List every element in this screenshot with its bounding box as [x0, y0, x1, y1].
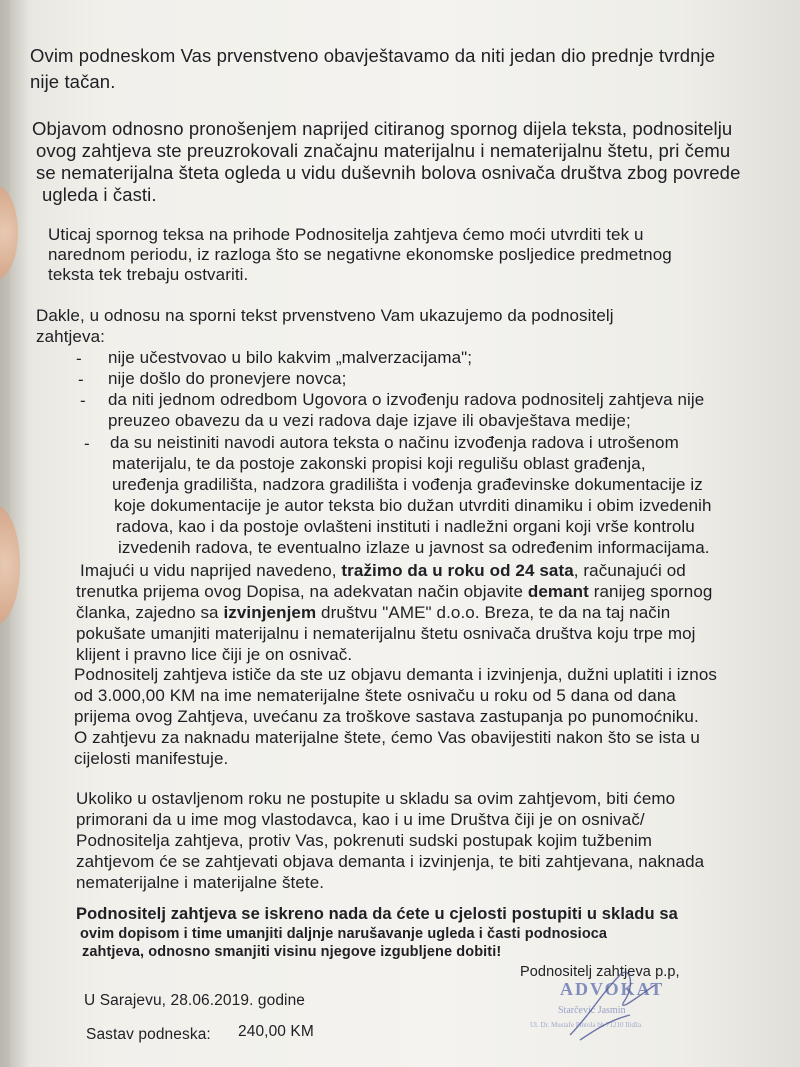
stamp-title: ADVOKAT — [560, 979, 665, 999]
compensation-line: Podnositelj zahtjeva ističe da ste uz objavu demanta i izvinjenja, dužni uplatiti i iznos — [74, 665, 717, 684]
lawsuit-line: nematerijalne i materijalne štete. — [76, 873, 325, 892]
signature-label: Podnositelj zahtjeva p.p, — [520, 964, 680, 980]
demand-deadline: tražimo da u roku od 24 sata — [341, 561, 574, 580]
closing-line: ovim dopisom i time umanjiti daljnje narušavanje ugleda i časti podnosioca — [80, 926, 608, 942]
fee-label: Sastav podneska: — [86, 1026, 211, 1043]
demand-demant: demant — [527, 582, 589, 601]
bullet-dash: - — [80, 391, 86, 410]
point-item: materijalu, te da postoje zakonski propisi koji regulišu oblast građenja, — [112, 454, 646, 473]
compensation-line: O zahtjevu za naknadu materijalne štete, ćemo Vas obavijestiti nakon što se ista u — [74, 728, 700, 747]
point-item: koje dokumentacije je autor teksta bio dužan utvrditi dinamiku i obim izvedenih — [114, 496, 712, 515]
bullet-dash: - — [84, 434, 90, 453]
intro-line: nije tačan. — [30, 71, 116, 92]
bullet-dash: - — [78, 370, 84, 389]
lawsuit-line: primorani da u ime mog vlastodavca, kao i u ime Društva čiji je on osnivač/ — [76, 810, 645, 829]
impact-line: narednom periodu, iz razloga što se negativne ekonomske posljedice predmetnog — [48, 245, 672, 264]
point-item: da niti jednom odredbom Ugovora o izvođenju radova podnositelj zahtjeva nije — [108, 390, 705, 409]
demand-line: klijent i pravno lice čiji je on osnivač. — [76, 645, 353, 664]
demand-line — [76, 602, 670, 624]
demand-line — [76, 581, 712, 603]
bullet-dash: - — [76, 349, 82, 368]
compensation-line: cijelosti manifestuje. — [74, 749, 229, 768]
compensation-line: od 3.000,00 KM na ime nematerijalne štete osnivaču u roku od 5 dana od dana — [74, 686, 676, 705]
point-item: da su neistiniti navodi autora teksta o načinu izvođenja radova i utrošenom — [110, 433, 679, 452]
intro-line: Ovim podneskom Vas prvenstveno obavještavamo da niti jedan dio prednje tvrdnje — [30, 45, 716, 66]
point-item: radova, kao i da postoje ovlašteni instituti i nadležni organi koji vrše kontrolu — [116, 517, 695, 536]
point-item: izvedenih radova, te eventualno izlaze u javnost sa određenim informacijama. — [118, 538, 710, 557]
demand-line: pokušate umanjiti materijalnu i nematerijalnu štetu osnivača društva koju trpe moj — [76, 624, 696, 643]
demand-text: društvu "AME" d.o.o. Breza, te da na taj način — [316, 603, 671, 622]
lawsuit-line: Podnositelja zahtjeva, protiv Vas, pokrenuti sudski postupak kojim tužbenim — [76, 831, 653, 850]
impact-line: Uticaj spornog teksa na prihode Podnositelja zahtjeva ćemo moći utvrditi tek u — [48, 225, 644, 244]
demand-text: članka, zajedno sa — [76, 603, 224, 622]
compensation-line: prijema ovog Zahtjeva, uvećanu za troškove sastava zastupanja po punomoćniku. — [74, 707, 699, 726]
signature-scribble — [560, 955, 680, 1045]
point-item: uređenja gradilišta, nadzora gradilišta i vođenja građevinske dokumentacije iz — [112, 475, 703, 494]
lawsuit-line: Ukoliko u ostavljenom roku ne postupite u skladu sa ovim zahtjevom, biti ćemo — [76, 789, 676, 808]
demand-text: trenutka prijema ovog Dopisa, na adekvatan način objavite — [76, 582, 528, 601]
demand-line — [80, 560, 686, 582]
demand-apology: izvinjenjem — [223, 603, 317, 622]
demand-text: Imajući u vidu naprijed navedeno, — [80, 561, 342, 580]
stamp-address: Ul. Dr. Mustafe Pintola bb 71210 Ilidža — [530, 1021, 642, 1029]
damage-line: ugleda i časti. — [42, 184, 157, 205]
demand-text: ranijeg spornog — [588, 582, 713, 601]
point-item: nije došlo do pronevjere novca; — [108, 369, 347, 388]
place-date: U Sarajevu, 28.06.2019. godine — [84, 992, 306, 1009]
points-intro: zahtjeva: — [36, 327, 105, 346]
point-item: nije učestvovao u bilo kakvim „malverzacijama"; — [108, 348, 473, 367]
damage-line: se nematerijalna šteta ogleda u vidu duševnih bolova osnivača društva zbog povrede — [36, 162, 741, 183]
points-intro: Dakle, u odnosu na sporni tekst prvenstveno Vam ukazujemo da podnositelj — [36, 306, 614, 325]
closing-line: Podnositelj zahtjeva se iskreno nada da ćete u cjelosti postupiti u skladu sa — [76, 905, 678, 923]
impact-line: teksta tek trebaju ostvariti. — [48, 265, 249, 284]
point-item: preuzeo obavezu da u vezi radova daje izjave ili obavještava medije; — [108, 411, 631, 430]
damage-line: Objavom odnosno pronošenjem naprijed citiranog spornog dijela teksta, podnositelju — [32, 118, 733, 139]
lawsuit-line: zahtjevom će se zahtjevati objava demanta i izvinjenja, te biti zahtjevana, naknada — [76, 852, 705, 871]
demand-text: , računajući od — [573, 561, 686, 580]
stamp-name: Starčević Jasmin — [558, 1005, 626, 1016]
closing-line: zahtjeva, odnosno smanjiti visinu njegove izgubljene dobiti! — [82, 944, 502, 960]
damage-line: ovog zahtjeva ste preuzrokovali značajnu materijalnu i nematerijalnu štetu, pri čemu — [36, 140, 731, 161]
fee-value: 240,00 KM — [238, 1023, 314, 1040]
